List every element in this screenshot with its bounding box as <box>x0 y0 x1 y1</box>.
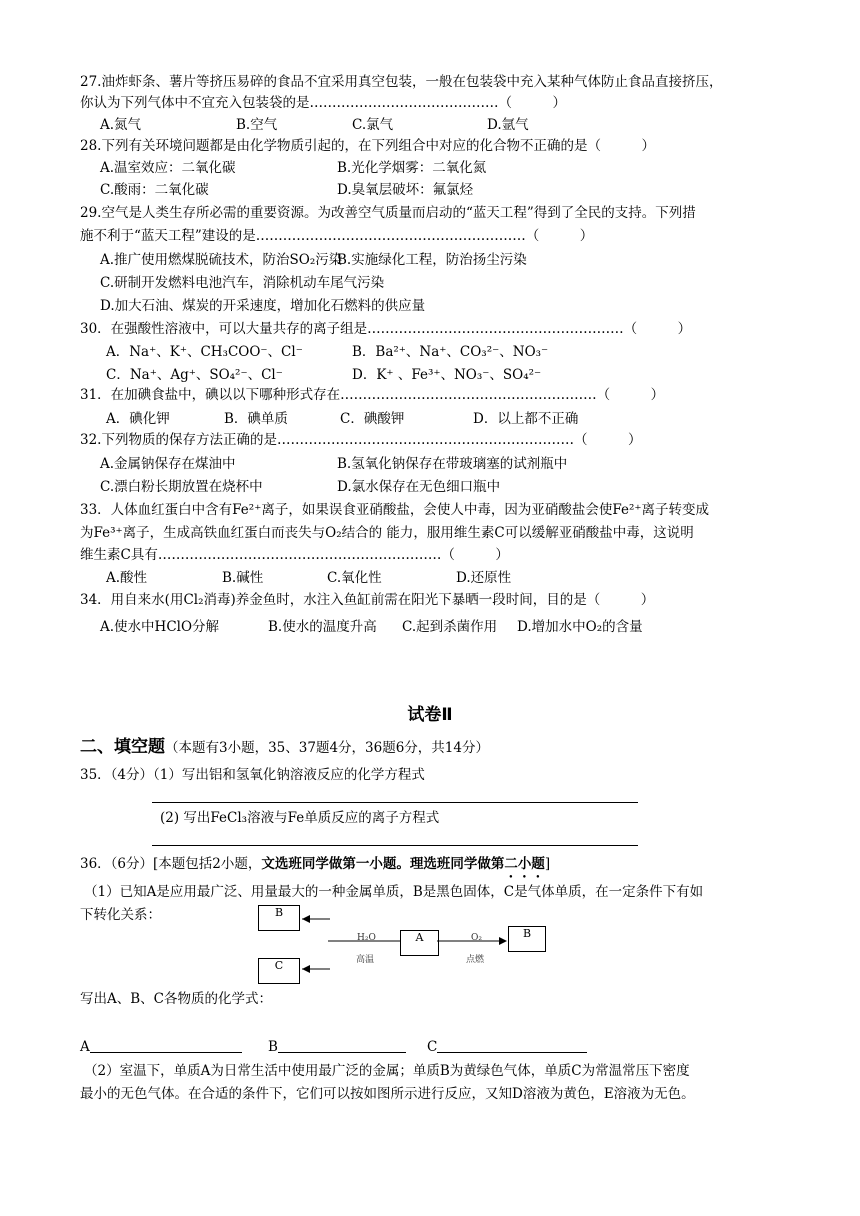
q28-line1: 28.下列有关环境问题都是由化学物质引起的，在下列组合中对应的化合物不正确的是（ ） <box>80 138 655 154</box>
section-2-title: 二、填空题 <box>80 737 165 757</box>
diagram-box-b-top: B <box>258 905 300 931</box>
q30-option-d: D．K⁺ 、Fe³⁺、NO₃⁻、SO₄²⁻ <box>352 367 542 383</box>
label-h2o: H₂O <box>357 933 376 943</box>
answer-b-label: B <box>268 1039 278 1055</box>
paper-2-title: 试卷Ⅱ <box>407 705 453 725</box>
q35-line1: 35．（4分）（1）写出铝和氢氧化钠溶液反应的化学方程式 <box>80 767 425 783</box>
answer-c-label: C <box>427 1039 438 1055</box>
q33-line2: 为Fe³⁺离子，生成高铁血红蛋白而丧失与O₂结合的 能力，服用维生素C可以缓解亚硝酸盐中毒，这说明 <box>80 525 694 541</box>
q33-option-b: B.碱性 <box>222 570 264 586</box>
diagram-box-b-right: B <box>508 926 546 952</box>
q31-line1: 31．在加碘食盐中，碘以以下哪种形式存在…………………………………………………（ ） <box>80 387 665 403</box>
q32-option-c: C.漂白粉长期放置在烧杯中 <box>100 479 263 495</box>
label-o2: O₂ <box>471 933 482 943</box>
q28-option-b: B.光化学烟雾：二氧化氮 <box>337 160 487 176</box>
q36-p1-line2: 下转化关系： <box>80 907 161 923</box>
q27-line1: 27.油炸虾条、薯片等挤压易碎的食品不宜采用真空包装，一般在包装袋中充入某种气体防止食品直接挤压， <box>80 74 723 90</box>
q29-option-a: A.推广使用燃煤脱硫技术，防治SO₂污染 <box>100 252 343 268</box>
section-2-note: （本题有3小题，35、37题4分，36题6分，共14分） <box>165 740 489 756</box>
q33-line1: 33．人体血红蛋白中含有Fe²⁺离子，如果误食亚硝酸盐，会使人中毒，因为亚硝酸盐会使Fe²⁺离子转变成 <box>80 502 709 518</box>
q27-option-b: B.空气 <box>236 117 278 133</box>
q27-option-a: A.氮气 <box>100 117 142 133</box>
q27-option-d: D.氩气 <box>487 117 529 133</box>
arrowhead-c <box>302 965 310 973</box>
label-ignite: 点燃 <box>466 955 485 965</box>
q34-option-a: A.使水中HClO分解 <box>100 619 220 635</box>
q29-option-c: C.研制开发燃料电池汽车，消除机动车尾气污染 <box>100 275 385 291</box>
q33-line3: 维生素C具有………………………………………………………（ ） <box>80 547 509 563</box>
q31-option-a: A．碘化钾 <box>106 411 170 427</box>
q36-suffix: ] <box>544 856 551 872</box>
q27-line2: 你认为下列气体中不宜充入包装袋的是……………………………………（ ） <box>80 95 566 111</box>
q34-option-c: C.起到杀菌作用 <box>402 619 498 635</box>
q35-line2: (2) 写出FeCl₃溶液与Fe单质反应的离子方程式 <box>160 810 440 826</box>
q30-line1: 30．在强酸性溶液中，可以大量共存的离子组是…………………………………………………（ ） <box>80 321 692 337</box>
q36-instruction: 文选班同学做第一小题。理选班同学做第 <box>261 856 505 872</box>
q27-option-c: C.氯气 <box>352 117 394 133</box>
answer-c-blank[interactable] <box>437 1052 587 1053</box>
q30-option-a: A．Na⁺、K⁺、CH₃COO⁻、Cl⁻ <box>106 344 303 360</box>
q36-p2-line1: （2）室温下，单质A为日常生活中使用最广泛的金属；单质B为黄绿色气体，单质C为常温常压下密度 <box>84 1063 690 1079</box>
q28-option-a: A.温室效应：二氧化碳 <box>100 160 236 176</box>
q28-option-d: D.臭氧层破坏：氟氯烃 <box>337 182 474 198</box>
q34-option-b: B.使水的温度升高 <box>268 619 377 635</box>
q29-option-b: B.实施绿化工程，防治扬尘污染 <box>337 252 527 268</box>
answer-a-label: A <box>80 1039 90 1055</box>
q33-option-c: C.氧化性 <box>327 570 382 586</box>
q31-option-b: B．碘单质 <box>224 411 288 427</box>
q30-option-b: B．Ba²⁺、Na⁺、CO₃²⁻、NO₃⁻ <box>352 344 549 360</box>
q32-line1: 32.下列物质的保存方法正确的是…………………………………………………………（ ） <box>80 432 642 448</box>
q29-line1: 29.空气是人类生存所必需的重要资源。为改善空气质量而启动的“蓝天工程”得到了全民的支持。下列措 <box>80 205 696 221</box>
answer-a-blank[interactable] <box>90 1052 242 1053</box>
q34-line1: 34．用自来水(用Cl₂消毒)养金鱼时，水注入鱼缸前需在阳光下暴晒一段时间，目的是（ ） <box>80 592 655 608</box>
q33-option-d: D.还原性 <box>456 570 512 586</box>
q36-p1-line3: 写出A、B、C各物质的化学式： <box>80 991 272 1007</box>
q36-p1-line1: （1）已知A是应用最广泛、用量最大的一种金属单质，B是黑色固体，C是气体单质，在一定条件下有如 <box>84 884 704 900</box>
q36-p2-line2: 最小的无色气体。在合适的条件下，它们可以按如图所示进行反应，又知D溶液为黄色，E溶液为无色。 <box>80 1086 695 1102</box>
q28-option-c: C.酸雨：二氧化碳 <box>100 182 209 198</box>
diagram-box-a: A <box>400 930 439 956</box>
q29-option-d: D.加大石油、煤炭的开采速度，增加化石燃料的供应量 <box>100 298 426 314</box>
q32-option-b: B.氢氧化钠保存在带玻璃塞的试剂瓶中 <box>337 456 568 472</box>
q31-option-d: D．以上都不正确 <box>473 411 579 427</box>
q32-option-a: A.金属钠保存在煤油中 <box>100 456 236 472</box>
q36-prefix: 36．（6分）[本题包括2小题， <box>80 856 262 872</box>
arrowhead-b-top <box>302 915 310 923</box>
q31-option-c: C．碘酸钾 <box>340 411 405 427</box>
q30-option-c: C．Na⁺、Ag⁺、SO₄²⁻、Cl⁻ <box>106 367 283 383</box>
diagram-box-c: C <box>258 958 300 984</box>
q34-option-d: D.增加水中O₂的含量 <box>517 619 643 635</box>
q36-instruction-dotted: 二小题 <box>504 856 545 872</box>
label-high-temp: 高温 <box>356 955 375 965</box>
q32-option-d: D.氯水保存在无色细口瓶中 <box>337 479 501 495</box>
q33-option-a: A.酸性 <box>106 570 148 586</box>
answer-b-blank[interactable] <box>278 1052 406 1053</box>
q29-line2: 施不利于“蓝天工程”建设的是……………………………………………………（ ） <box>80 228 594 244</box>
arrowhead-b-right <box>499 937 507 945</box>
